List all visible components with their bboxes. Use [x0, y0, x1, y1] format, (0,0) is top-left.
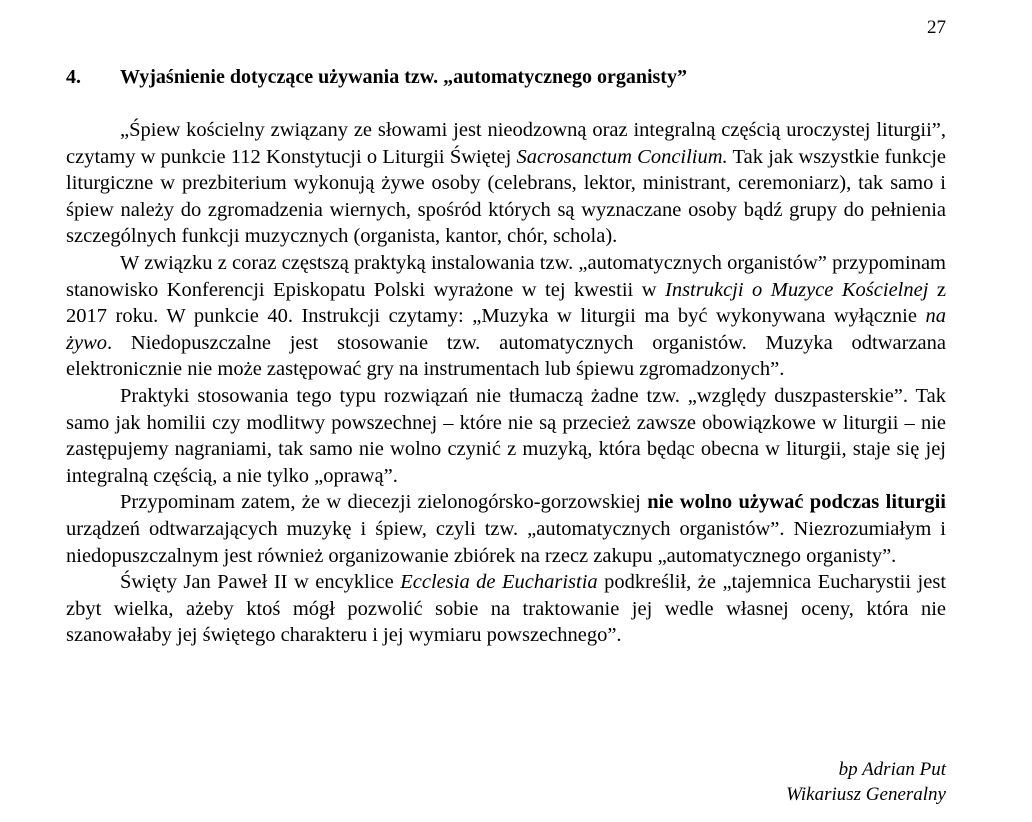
paragraph: [66, 569, 946, 649]
text-segment: urządzeń odtwarzających muzykę i śpiew, czyli tzw. „automatycznych organistów”. Niezrozumiałym i niedopuszczalnym jest również organizowanie zbiórek na rzecz zakupu „automatycznego organisty”.: [66, 517, 946, 567]
italic-text: na żywo: [66, 305, 946, 354]
paragraph: [66, 250, 946, 383]
body-text: [66, 117, 946, 649]
section-number: 4.: [66, 66, 81, 88]
page-number: 27: [927, 17, 946, 38]
bold-text: nie wolno używać podczas liturgii: [647, 491, 946, 514]
italic-text: Ecclesia de Eucharistia: [400, 571, 598, 594]
text-segment: W związku z coraz częstszą praktyką instalowania tzw. „automatycznych organistów” przypominam stanowisko Konferencji Episkopatu Polski wyrażone w tej kwestii w: [66, 251, 946, 301]
signature: [786, 757, 946, 807]
signature-name: bp Adrian Put: [838, 759, 946, 780]
paragraph: [66, 489, 946, 569]
text-segment: . Niedopuszczalne jest stosowanie tzw. automatycznych organistów. Muzyka odtwarzana elektronicznie nie może zastępować gry na instrumentach lub śpiewu zgromadzonych”.: [66, 331, 946, 381]
text-segment: Święty Jan Paweł II w encyklice: [120, 571, 401, 594]
text-segment: Tak jak wszystkie funkcje liturgiczne w prezbiterium wykonują żywe osoby (celebrans, lektor, ministrant, ceremoniarz), tak samo i śpiew należy do zgromadzenia wiernych, spośród których są wyznaczane osoby bądź grupy do pełnienia szczególnych funkcji muzycznych (organista, kantor, chór, schola).: [66, 145, 946, 248]
text-segment: Przypominam zatem, że w diecezji zielonogórsko-gorzowskiej: [120, 491, 648, 514]
section-heading: [66, 64, 687, 90]
paragraph: [66, 117, 946, 250]
section-title: Wyjaśnienie dotyczące używania tzw. „automatycznego organisty”: [120, 66, 687, 88]
text-segment: „Śpiew kościelny związany ze słowami jest nieodzowną oraz integralną częścią uroczystej liturgii”, czytamy w punkcie 112 Konstytucji o Liturgii Świętej: [66, 119, 946, 168]
paragraph: [66, 383, 946, 489]
text-segment: Praktyki stosowania tego typu rozwiązań nie tłumaczą żadne tzw. „względy duszpasterskie”. Tak samo jak homilii czy modlitwy powszechnej – które nie są przecież zawsze obowiązkowe w liturgii – nie zastępujemy nagraniami, tak samo nie wolno czynić z muzyką, która będąc obecna w liturgii, staje się jej integralną częścią, a nie tylko „oprawą”.: [66, 384, 946, 487]
signature-role: Wikariusz Generalny: [786, 784, 946, 805]
text-segment: podkreślił, że „tajemnica Eucharystii jest zbyt wielka, ażeby ktoś mógł pozwolić sobie na traktowanie jej wedle własnej oceny, która nie szanowałaby jej świętego charakteru i jej wymiaru powszechnego”.: [66, 571, 947, 647]
text-segment: z 2017 roku. W punkcie 40. Instrukcji czytamy: „Muzyka w liturgii ma być wykonywana wyłącznie: [66, 278, 946, 328]
italic-text: Instrukcji o Muzyce Kościelnej: [665, 278, 929, 301]
italic-text: Sacrosanctum Concilium.: [516, 145, 728, 168]
